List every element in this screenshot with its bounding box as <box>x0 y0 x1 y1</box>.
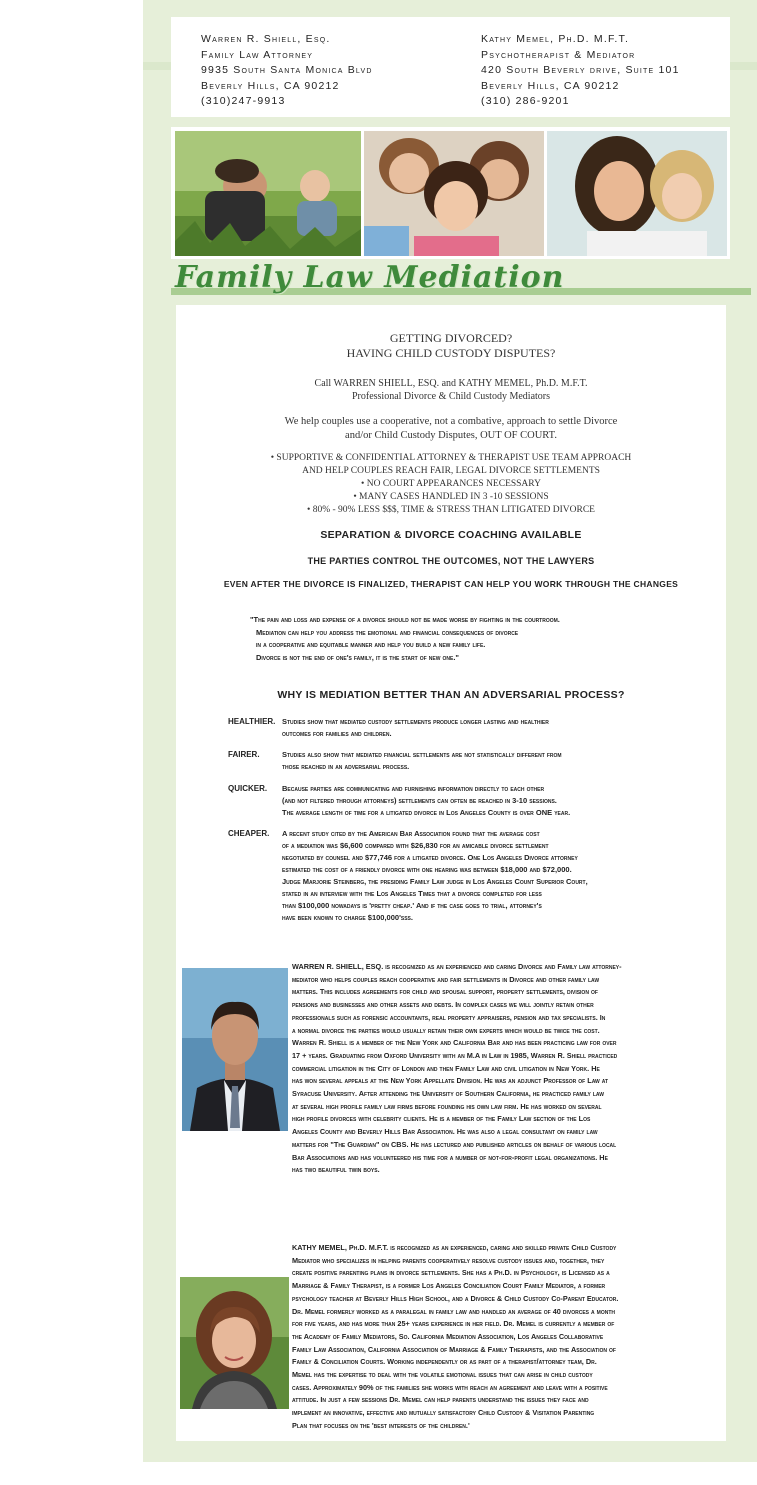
headline <box>176 331 726 361</box>
benefit-line: negotiated by counsel and $77,746 for a litigated divorce. One Los Angeles Divorce attorney <box>282 853 578 862</box>
contact-address: 9935 South Santa Monica Blvd <box>201 64 373 76</box>
bio-line: mediator who helps couples reach cooperative and fair settlements in Divorce and other family law <box>292 974 600 984</box>
headline-line: GETTING DIVORCED? <box>389 331 513 345</box>
bio-line: has two beautiful twin boys. <box>292 1165 380 1175</box>
call-line: Call WARREN SHIELL, ESQ. and KATHY MEMEL, Ph.D. M.F.T. <box>314 378 588 389</box>
bio-line: for five years, and has more than 25+ years experience in her field. Dr. Memel is currently a member of <box>292 1319 615 1329</box>
warren-portrait <box>182 968 288 1131</box>
why-heading: WHY IS MEDIATION BETTER THAN AN ADVERSARIAL PROCESS? <box>277 689 625 701</box>
contact-phone[interactable]: (310)247-9913 <box>201 95 286 107</box>
benefit-line: A recent study cited by the American Bar Association found that the average cost <box>282 829 540 838</box>
benefit-line: Studies show that mediated custody settlements produce longer lasting and healthier <box>282 717 549 726</box>
kathy-bio <box>292 1242 618 1433</box>
bio-line: a normal divorce the parties would usually retain their own experts which would be twice the cost. <box>292 1025 600 1035</box>
quote-line: "The pain and loss and expense of a divorce should not be made worse by fighting in the courtroom. <box>250 615 560 624</box>
benefit-line: of a mediation was $6,600 compared with $26,830 for an amicable divorce settlement <box>282 841 549 850</box>
headline-line: HAVING CHILD CUSTODY DISPUTES? <box>346 346 556 360</box>
bio-line: commercial litigation in the City of London and then Family Law and civil litigation in New York. He <box>292 1063 600 1073</box>
quote-line: Mediation can help you address the emotional and financial consequences of divorce <box>256 627 519 637</box>
benefit-label: CHEAPER. <box>228 829 270 838</box>
bio-line: Family & Conciliation Courts. Working independently or as part of a therapist/attorney team, Dr. <box>292 1357 597 1367</box>
bio-line: pensions and businesses and other assets and debts. In complex cases we will jointly retain other <box>292 1000 594 1010</box>
bio-line: 17 + years. Graduating from Oxford University with an M.A in Law in 1985, Warren R. Shiell practiced <box>292 1050 618 1060</box>
benefit-line: Judge Marjorie Steinberg, the presiding Family Law judge in Los Angeles Count Superior Court, <box>282 877 588 886</box>
bio-line: Syracuse University. After attending the University of Southern California, he practiced family law <box>292 1089 604 1099</box>
bio-line: Warren R. Shiell is a member of the New York and California Bar and has been practicing law for over <box>292 1038 617 1048</box>
contact-kathy <box>481 32 680 110</box>
bio-line: cases. Approximately 90% of the families she works with reach an agreement and leave with a positive <box>292 1382 608 1392</box>
benefit-line: Studies also show that mediated financial settlements are not statistically different from <box>282 750 562 759</box>
bio-line: Memel has the expertise to deal with the volatile emotional issues that can arise in child custody <box>292 1370 593 1380</box>
call-line: Professional Divorce & Child Custody Mediators <box>351 391 551 402</box>
bio-line: the Academy of Family Mediators, So. California Mediation Association, Los Angeles Collaborative <box>292 1331 604 1341</box>
main-content <box>176 305 726 1441</box>
call-to-action <box>176 377 726 403</box>
bio-line: at several high profile family law firms before founding his own law firm. He has worked on several <box>292 1101 602 1111</box>
benefit-line: outcomes for families and children. <box>282 729 392 738</box>
benefit-text <box>282 828 588 924</box>
benefit-bullets <box>176 452 726 517</box>
help-statement <box>176 415 726 442</box>
contact-header <box>171 17 730 117</box>
benefit-text <box>282 783 570 819</box>
quote-line: in a cooperative and equitable manner and help you build a new family life. <box>256 640 486 649</box>
three-children-photo <box>364 131 544 256</box>
bio-line: WARREN R. SHIELL, ESQ. is recognized as an experienced and caring Divorce and Family law attorney- <box>292 962 622 971</box>
bullet-item: • NO COURT APPEARANCES NECESSARY <box>176 478 726 491</box>
contact-address: 420 South Beverly drive, Suite 101 <box>481 64 680 76</box>
benefit-line: (and not filtered through attorneys) settlements can often be reached in 3-10 sessions. <box>282 796 557 805</box>
mediation-quote <box>250 614 560 664</box>
bio-line: high profile divorces with celebrity clients. He is a member of the Family Law section of the Los <box>292 1114 591 1124</box>
bio-line: matters for "The Guardian" on CBS. He has lectured and published articles on behalf of various local <box>292 1139 617 1149</box>
bio-line: implement an innovative, effective and mutually satisfactory Child Custody & Visitation Parenting <box>292 1408 595 1418</box>
bio-line: professionals such as forensic accountants, real property appraisers, pension and tax specialists. In <box>292 1012 606 1022</box>
bio-line: has won several appeals at the New York Appellate Division. He was an adjunct Professor of Law at <box>292 1076 609 1086</box>
title-banner <box>171 262 751 302</box>
help-line: and/or Child Custody Disputes, OUT OF COURT. <box>345 429 557 441</box>
bio-line: psychology teacher at Beverly Hills High School, and a Divorce & Child Custody Co-Parent Educator. <box>292 1293 619 1303</box>
bio-line: Angeles County and Beverly Hills Bar Association. He was also a legal consultant on family law <box>292 1127 598 1137</box>
contact-name: Warren R. Shiell, Esq. <box>201 33 331 45</box>
bio-line: Mediator who specializes in helping parents cooperatively resolve custody issues and, together, they <box>292 1255 605 1265</box>
contact-title: Family Law Attorney <box>201 48 314 61</box>
benefit-line: stated in an interview with the Los Angeles Times that a divorce completed for less <box>282 889 542 898</box>
coaching-heading: SEPARATION & DIVORCE COACHING AVAILABLE <box>320 529 582 541</box>
bio-line: Family Law Association, California Association of Marriage & Family Therapists, and the Association of <box>292 1344 616 1354</box>
bullet-item: • 80% - 90% LESS $$$, TIME & STRESS THAN LITIGATED DIVORCE <box>176 504 726 517</box>
bio-line: Marriage & Family Therapist, is a former Los Angeles Conciliation Court Family Mediator, a former <box>292 1281 606 1291</box>
contact-title: Psychotherapist & Mediator <box>481 48 636 61</box>
even-after-heading: EVEN AFTER THE DIVORCE IS FINALIZED, THERAPIST CAN HELP YOU WORK THROUGH THE CHANGES <box>223 579 679 589</box>
help-line: We help couples use a cooperative, not a combative, approach to settle Divorce <box>284 416 618 427</box>
page-title: Family Law Mediation <box>175 260 565 295</box>
photo-strip <box>171 127 730 259</box>
father-and-baby-photo <box>175 131 361 256</box>
benefit-line: Because parties are communicating and furnishing information directly to each other <box>282 784 545 793</box>
benefit-text <box>282 749 562 773</box>
contact-phone[interactable]: (310) 286-9201 <box>481 95 570 107</box>
benefit-line: The average length of time for a litigated divorce in Los Angeles County is over ONE year. <box>282 808 571 817</box>
bio-line: Dr. Memel formerly worked as a paralegal in family law and handled an average of 40 divorces a month <box>292 1306 615 1316</box>
warren-bio <box>292 961 622 1177</box>
quote-line: Divorce is not the end of one's family, it is the start of new one." <box>256 652 459 662</box>
benefit-label: QUICKER. <box>228 784 268 793</box>
bio-line: Plan that focuses on the 'best interests of the children.' <box>292 1420 470 1430</box>
bio-line: create positive parenting plans in divorce settlements. She has a Ph.D. in Psychology, is Licensed as a <box>292 1268 610 1278</box>
bio-line: KATHY MEMEL, Ph.D. M.F.T. is recognized as an experienced, caring and skilled private Child Custody <box>292 1243 617 1252</box>
bullet-item: • MANY CASES HANDLED IN 3 -10 SESSIONS <box>176 491 726 504</box>
bio-line: attitude. In just a few sessions Dr. Memel can help parents understand the issues they face and <box>292 1395 589 1405</box>
benefit-text <box>282 716 549 740</box>
contact-warren <box>201 32 373 110</box>
control-heading: THE PARTIES CONTROL THE OUTCOMES, NOT THE LAWYERS <box>307 556 595 566</box>
bullet-item-continued: AND HELP COUPLES REACH FAIR, LEGAL DIVORCE SETTLEMENTS <box>302 466 600 476</box>
benefit-label: FAIRER. <box>228 750 260 759</box>
mother-and-daughter-photo <box>547 131 727 256</box>
bio-line: Bar Associations and has volunteered his time for a number of not-for-profit legal organizations. He <box>292 1152 608 1162</box>
benefit-line: estimated the cost of a friendly divorce with one hearing was between $18,000 and $72,000. <box>282 865 572 874</box>
benefit-line: than $100,000 nowadays is 'pretty cheap.' And if the case goes to trial, attorney's <box>282 901 542 910</box>
benefit-label: HEALTHIER. <box>228 717 276 726</box>
bio-line: matters. This includes agreements for child and spousal support, property settlements, division of <box>292 987 598 997</box>
contact-city: Beverly Hills, CA 90212 <box>201 79 340 92</box>
contact-name: Kathy Memel, Ph.D. M.F.T. <box>481 33 630 45</box>
benefit-line: have been known to charge $100,000'sss. <box>282 913 413 922</box>
benefit-line: those reached in an adversarial process. <box>282 762 410 771</box>
kathy-portrait <box>180 1277 289 1409</box>
contact-city: Beverly Hills, CA 90212 <box>481 79 620 92</box>
bullet-item: • SUPPORTIVE & CONFIDENTIAL ATTORNEY & THERAPIST USE TEAM APPROACH <box>176 452 726 465</box>
